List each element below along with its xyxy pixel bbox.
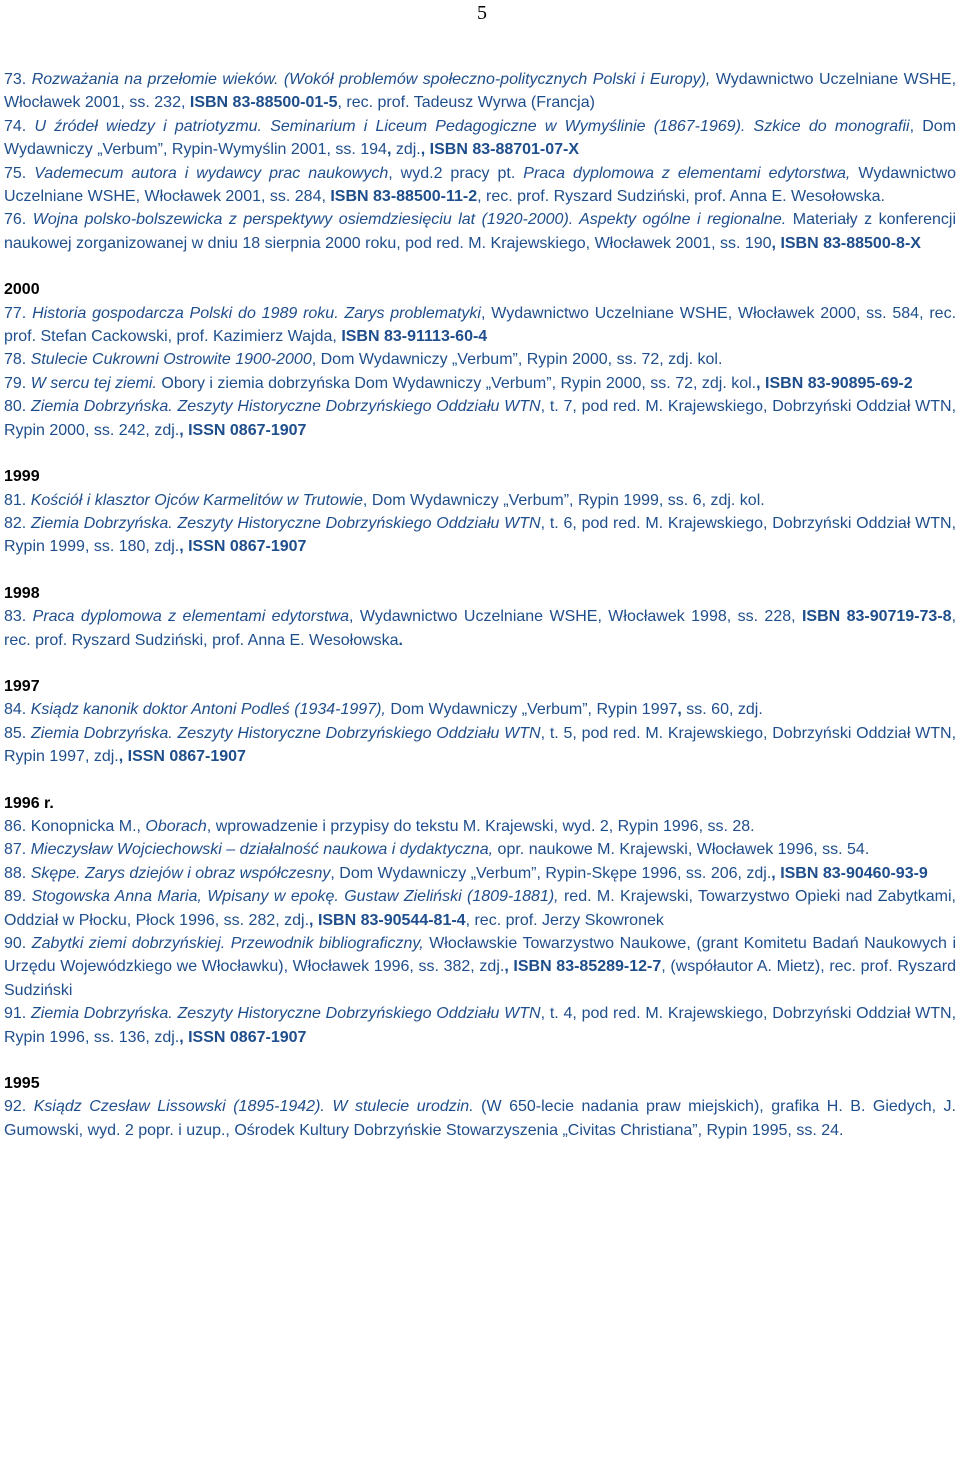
bibliography-entry: [4, 115, 956, 162]
year-heading: 1996 r.: [4, 794, 54, 812]
bibliography-entry: [4, 932, 956, 1002]
entry-title: Praca dyplomowa z elementami edytorstwa: [32, 608, 350, 626]
page-number: 5: [477, 2, 487, 24]
bibliography-list: [4, 68, 956, 1142]
entry-text: 79.: [4, 374, 31, 392]
entry-identifier: ISBN 83-88500-11-2: [330, 188, 478, 206]
entry-text: 85.: [4, 724, 32, 742]
entry-identifier: , ISSN 0867-1907: [118, 748, 246, 766]
bibliography-entry: [4, 302, 956, 349]
entry-title: Ziemia Dobrzyńska. Zeszyty Historyczne Dobrzyńskiego Oddziału WTN: [31, 1005, 541, 1023]
entry-text: opr. naukowe M. Krajewski, Włocławek 1996, ss. 54.: [493, 841, 870, 859]
bibliography-entry: [4, 1095, 956, 1142]
bibliography-entry: [4, 885, 956, 932]
entry-text: 76.: [4, 211, 33, 229]
entry-text: 82.: [4, 514, 32, 532]
bibliography-entry: [4, 395, 956, 442]
entry-identifier: , ISBN 83-90544-81-4: [309, 911, 466, 929]
entry-text: 75.: [4, 164, 35, 182]
entry-text: 81.: [4, 491, 31, 509]
entry-text: , (współautor A. Mietz), rec. prof. Ryszard Sudziński: [4, 958, 957, 999]
entry-text: , rec. prof. Ryszard Sudziński, prof. Anna E. Wesołowska.: [477, 188, 885, 206]
entry-title: Zabytki ziemi dobrzyńskiej. Przewodnik bibliograficzny,: [31, 935, 424, 952]
entry-title: Kościół i klasztor Ojców Karmelitów w Trutowie: [30, 491, 363, 509]
entry-text: 88.: [4, 864, 31, 882]
entry-identifier: ISBN 83-90719-73-8: [801, 608, 952, 626]
entry-title: Mieczysław Wojciechowski – działalność naukowa i dydaktyczna,: [30, 841, 494, 859]
entry-text: 91.: [4, 1005, 32, 1023]
entry-title: Praca dyplomowa z elementami edytorstwa,: [523, 164, 851, 182]
entry-text: zdj.: [391, 141, 421, 159]
bibliography-entry: [4, 838, 956, 861]
entry-text: , rec. prof. Ryszard Sudziński, prof. Anna E. Wesołowska: [4, 608, 957, 649]
entry-text: 80.: [4, 398, 32, 416]
entry-text: , wyd.2 pracy pt.: [388, 164, 524, 182]
entry-identifier: ,: [386, 141, 392, 159]
entry-text: Włocławskie Towarzystwo Naukowe, (grant Komitetu Badań Naukowych i Urzędu Wojewódzkiego we Włocławku), Włocławek 1996, ss. 382, zdj.: [4, 935, 956, 976]
entry-text: , rec. prof. Jerzy Skowronek: [465, 911, 664, 929]
year-heading: 2000: [4, 281, 40, 299]
entry-identifier: .: [398, 631, 403, 649]
entry-text: , t. 4, pod red. M. Krajewskiego, Dobrzyński Oddział WTN, Rypin 1996, ss. 136, zdj.: [4, 1005, 957, 1046]
entry-identifier: , ISBN 83-88701-07-X: [420, 141, 580, 159]
entry-text: 92.: [4, 1098, 34, 1116]
entry-title: Stogowska Anna Maria, Wpisany w epokę. Gustaw Zieliński (1809-1881),: [31, 888, 559, 906]
entry-identifier: ISBN 83-88500-01-5: [189, 94, 338, 112]
entry-text: , wprowadzenie i przypisy do tekstu M. Krajewski, wyd. 2, Rypin 1996, ss. 28.: [206, 817, 755, 835]
entry-text: 86. Konopnicka M.,: [4, 817, 146, 835]
entry-title: Vademecum autora i wydawcy prac naukowych: [34, 164, 389, 182]
entry-identifier: , ISBN 83-85289-12-7: [504, 958, 662, 976]
entry-title: U źródeł wiedzy i patriotyzmu. Seminarium i Liceum Pedagogiczne w Wymyślinie (1867-1969). Szkice do monografii: [34, 117, 910, 135]
entry-text: , t. 5, pod red. M. Krajewskiego, Dobrzyński Oddział WTN, Rypin 1997, zdj.: [4, 724, 957, 766]
entry-text: 74.: [4, 117, 35, 135]
entry-identifier: ,: [677, 701, 682, 719]
entry-text: ss. 60, zdj.: [681, 701, 763, 719]
entry-text: Dom Wydawniczy „Verbum”, Rypin 1997: [385, 701, 678, 719]
entry-text: , Dom Wydawniczy „Verbum”, Rypin 1999, ss. 6, zdj. kol.: [362, 491, 765, 509]
entry-text: 87.: [4, 841, 31, 859]
entry-title: Rozważania na przełomie wieków. (Wokół problemów społeczno-politycznych Polski i Europy),: [31, 71, 711, 88]
bibliography-entry: [4, 815, 956, 838]
year-heading: 1999: [4, 468, 40, 486]
bibliography-entry: [4, 722, 956, 769]
entry-title: Skępe. Zarys dziejów i obraz współczesny: [30, 864, 331, 882]
entry-title: Ziemia Dobrzyńska. Zeszyty Historyczne Dobrzyńskiego Oddziału WTN: [31, 514, 541, 532]
bibliography-entry: [4, 605, 956, 652]
bibliography-entry: [4, 68, 956, 115]
entry-text: 73.: [4, 71, 32, 88]
entry-text: , t. 7, pod red. M. Krajewskiego, Dobrzyński Oddział WTN, Rypin 2000, ss. 242, zdj.: [4, 398, 957, 439]
bibliography-entry: [4, 862, 956, 885]
entry-text: , rec. prof. Tadeusz Wyrwa (Francja): [337, 94, 595, 112]
entry-title: W sercu tej ziemi.: [30, 374, 157, 392]
entry-text: , Dom Wydawniczy „Verbum”, Rypin-Skępe 1996, ss. 206, zdj.: [330, 864, 772, 882]
bibliography-entry: [4, 698, 956, 721]
entry-identifier: , ISSN 0867-1907: [179, 1028, 307, 1046]
entry-text: Obory i ziemia dobrzyńska Dom Wydawniczy „Verbum”, Rypin 2000, ss. 72, zdj. kol.: [156, 374, 757, 392]
entry-text: Wydawnictwo Uczelniane WSHE, Włocławek 2001, ss. 284,: [4, 164, 957, 206]
entry-title: Ziemia Dobrzyńska. Zeszyty Historyczne Dobrzyńskiego Oddziału WTN: [31, 724, 541, 742]
bibliography-entry: [4, 512, 956, 559]
entry-identifier: , ISSN 0867-1907: [179, 538, 307, 556]
entry-title: Ksiądz Czesław Lissowski (1895-1942). W stulecie urodzin.: [33, 1098, 474, 1116]
entry-identifier: ISBN 83-91113-60-4: [341, 328, 488, 346]
entry-identifier: , ISBN 83-90895-69-2: [756, 374, 913, 392]
entry-text: , Dom Wydawniczy „Verbum”, Rypin-Wymyślin 2001, ss. 194: [4, 117, 957, 159]
entry-title: Ziemia Dobrzyńska. Zeszyty Historyczne Dobrzyńskiego Oddziału WTN: [31, 398, 541, 416]
entry-title: Oborach: [145, 817, 207, 835]
entry-text: red. M. Krajewski, Towarzystwo Opieki nad Zabytkami, Oddział w Płocku, Płock 1996, ss. 282, zdj.: [4, 888, 956, 929]
entry-title: Historia gospodarcza Polski do 1989 roku. Zarys problematyki: [32, 304, 481, 322]
entry-text: Wydawnictwo Uczelniane WSHE, Włocławek 2001, ss. 232,: [4, 71, 957, 112]
entry-text: 89.: [4, 888, 32, 906]
entry-identifier: , ISBN 83-88500-8-X: [771, 234, 921, 252]
entry-text: , t. 6, pod red. M. Krajewskiego, Dobrzyński Oddział WTN, Rypin 1999, ss. 180, zdj.: [4, 514, 957, 556]
entry-text: , Wydawnictwo Uczelniane WSHE, Włocławek 2000, ss. 584, rec. prof. Stefan Cackowski, prof. Kazimierz Wajda,: [4, 304, 957, 346]
bibliography-entry: [4, 1002, 956, 1049]
year-heading: 1995: [4, 1075, 40, 1093]
year-heading: 1997: [4, 677, 40, 695]
entry-text: 78.: [4, 351, 31, 369]
bibliography-entry: [4, 208, 956, 255]
entry-identifier: , ISSN 0867-1907: [179, 421, 307, 439]
entry-text: , Dom Wydawniczy „Verbum”, Rypin 2000, ss. 72, zdj. kol.: [311, 351, 723, 369]
bibliography-entry: [4, 489, 956, 512]
entry-text: 84.: [4, 701, 31, 719]
year-heading: 1998: [4, 584, 40, 602]
entry-text: Materiały z konferencji naukowej zorganizowanej w dniu 18 sierpnia 2000 roku, pod red. M. Krajewskiego, Włocławek 2001, ss. 190: [4, 211, 957, 252]
entry-identifier: , ISBN 83-90460-93-9: [771, 864, 928, 882]
entry-title: Ksiądz kanonik doktor Antoni Podleś (1934-1997),: [30, 701, 386, 719]
bibliography-entry: [4, 162, 956, 209]
entry-text: (W 650-lecie nadania praw miejskich), grafika H. B. Giedych, J. Gumowski, wyd. 2 popr. i uzup., Ośrodek Kultury Dobrzyńskie Stowarzyszenia „Civitas Christiana”, Rypin 1995, ss. 24.: [4, 1098, 956, 1139]
entry-text: , Wydawnictwo Uczelniane WSHE, Włocławek 1998, ss. 228,: [349, 608, 802, 626]
entry-text: 90.: [4, 935, 32, 952]
entry-text: 83.: [4, 608, 33, 626]
entry-text: 77.: [4, 304, 33, 322]
entry-title: Wojna polsko-bolszewicka z perspektywy osiemdziesięciu lat (1920-2000). Aspekty ogólne i regionalne.: [32, 211, 787, 229]
bibliography-entry: [4, 372, 956, 395]
entry-title: Stulecie Cukrowni Ostrowite 1900-2000: [30, 351, 312, 369]
bibliography-entry: [4, 348, 956, 371]
